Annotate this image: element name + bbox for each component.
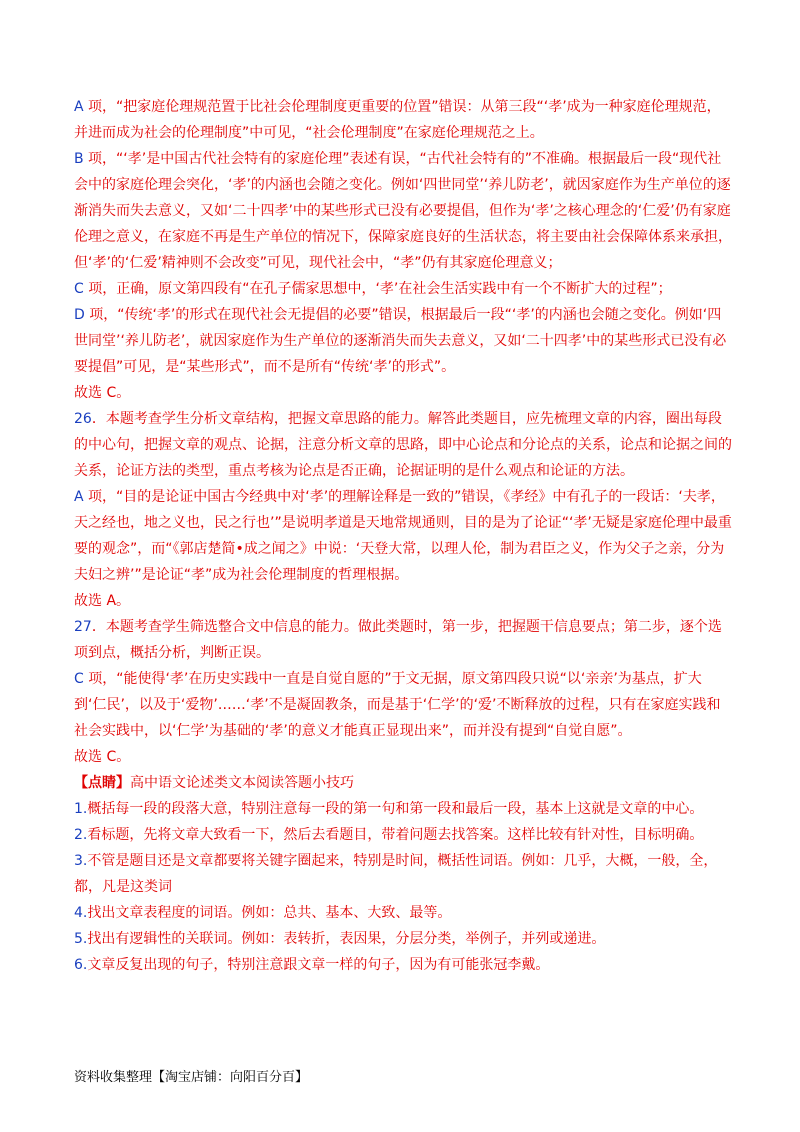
answer-line-27	[74, 744, 734, 770]
dianjing-heading	[74, 770, 734, 796]
tip-item	[74, 848, 734, 900]
paragraph-text: 项，“能使得‘孝’在历史实践中一直是自觉自愿的”于文无据，原文第四段只说“以‘亲亲’为基点，扩大到‘仁民’，以及于‘爱物’……‘孝’不是凝固教条，而是基于‘仁学’的‘爱’不断释放的过程，只有在家庭实践和社会实践中，以‘仁学’为基础的‘孝’的意义才能真正显现出来”，而并没有提到“自觉自愿”。	[74, 671, 721, 739]
paragraph-a-2	[74, 484, 734, 588]
option-label: B	[74, 151, 84, 167]
tip-text: 不管是题目还是文章都要将关键字圈起来，特别是时间，概括性词语。例如：几乎，大概，一般，全，都，凡是这类词	[74, 853, 718, 895]
tip-text: 看标题，先将文章大致看一下，然后去看题目，带着问题去找答案。这样比较有针对性，目标明确。	[87, 827, 704, 843]
answer-line-26	[74, 588, 734, 614]
answer-line-25	[74, 380, 734, 406]
paragraph-c-2	[74, 666, 734, 744]
page-footer: 资料收集整理【淘宝店铺：向阳百分百】	[74, 1070, 309, 1085]
option-label: D	[74, 307, 85, 323]
tip-item	[74, 926, 734, 952]
tip-number: 4.	[74, 905, 88, 921]
tip-item	[74, 796, 734, 822]
option-label: A	[74, 489, 84, 505]
tip-number: 2.	[74, 827, 88, 843]
paragraph-text: ．本题考查学生筛选整合文中信息的能力。做此类题时，第一步，把握题干信息要点；第二步，逐个选项到点，概括分析，判断正误。	[74, 619, 722, 661]
tip-text: 找出文章表程度的词语。例如：总共、基本、大致、最等。	[87, 905, 452, 921]
tip-number: 5.	[74, 931, 88, 947]
dianjing-label: 【点睛】	[74, 775, 130, 791]
tip-item	[74, 822, 734, 848]
tip-item	[74, 952, 734, 978]
paragraph-text: 故选 A。	[74, 593, 131, 609]
tip-text: 概括每一段的段落大意，特别注意每一段的第一句和第一段和最后一段，基本上这就是文章的中心。	[87, 801, 704, 817]
question-27-analysis	[74, 614, 734, 666]
question-number: 27	[74, 619, 92, 635]
paragraph-text: ．本题考查学生分析文章结构，把握文章思路的能力。解答此类题目，应先梳理文章的内容，圈出每段的中心句，把握文章的观点、论据，注意分析文章的思路，即中心论点和分论点的关系，论点和论据之间的关系，论证方法的类型，重点考核为论点是否正确，论据证明的是什么观点和论证的方法。	[74, 411, 732, 479]
paragraph-text: 项，“目的是论证中国古今经典中对‘孝’的理解诠释是一致的”错误，《孝经》中有孔子的一段话：‘夫孝，天之经也，地之义也，民之行也’”是说明孝道是天地常规通则，目的是为了论证“‘孝’无疑是家庭伦理中最重要的观念”，而“《郭店楚简•成之闻之》中说：‘天登大常，以理人伦，制为君臣之义，作为父子之亲，分为夫妇之辨’”是论证“孝”成为社会伦理制度的哲理根据。	[74, 489, 732, 583]
paragraph-text: 项，“传统‘孝’的形式在现代社会无提倡的必要”错误，根据最后一段“‘孝’的内涵也会随之变化。例如‘四世同堂’‘养儿防老’，就因家庭作为生产单位的逐渐消失而失去意义，又如‘二十四孝’中的某些形式已没有必要提倡”可见，是“某些形式”，而不是所有“传统‘孝’的形式”。	[74, 307, 727, 375]
paragraph-c-1	[74, 276, 734, 302]
option-label: C	[74, 281, 84, 297]
tip-text: 找出有逻辑性的关联词。例如：表转折，表因果，分层分类，举例子，并列或递进。	[87, 931, 606, 947]
tip-number: 6.	[74, 957, 88, 973]
paragraph-b	[74, 146, 734, 276]
question-26-analysis	[74, 406, 734, 484]
tip-number: 3.	[74, 853, 88, 869]
paragraph-d	[74, 302, 734, 380]
paragraph-text: 项，“把家庭伦理规范置于比社会伦理制度更重要的位置”错误：从第三段“‘孝’成为一种家庭伦理规范，并进而成为社会的伦理制度”中可见，“社会伦理制度”在家庭伦理规范之上。	[74, 99, 721, 141]
option-label: C	[74, 671, 84, 687]
paragraph-text: 项，正确，原文第四段有“在孔子儒家思想中，‘孝’在社会生活实践中有一个不断扩大的过程”；	[83, 281, 672, 297]
answer-content	[74, 94, 734, 978]
paragraph-a-1	[74, 94, 734, 146]
option-label: A	[74, 99, 84, 115]
tip-item	[74, 900, 734, 926]
tip-number: 1.	[74, 801, 88, 817]
paragraph-text: 故选 C。	[74, 749, 131, 765]
question-number: 26	[74, 411, 92, 427]
tip-text: 文章反复出现的句子，特别注意跟文章一样的句子，因为有可能张冠李戴。	[87, 957, 550, 973]
paragraph-text: 故选 C。	[74, 385, 131, 401]
dianjing-title: 高中语文论述类文本阅读答题小技巧	[130, 775, 354, 791]
paragraph-text: 项，“‘孝’是中国古代社会特有的家庭伦理”表述有误，“古代社会特有的”不准确。根据最后一段“现代社会中的家庭伦理会突化，‘孝’的内涵也会随之变化。例如‘四世同堂’‘养儿防老’，就因家庭作为生产单位的逐渐消失而失去意义，又如‘二十四孝’中的某些形式已没有必要提倡，但作为‘孝’之核心理念的‘仁爱’仍有家庭伦理之意义，在家庭不再是生产单位的情况下，保障家庭良好的生活状态，将主要由社会保障体系来承担，但‘孝’的‘仁爱’精神则不会改变”可见，现代社会中，“孝”仍有其家庭伦理意义；	[74, 151, 732, 271]
